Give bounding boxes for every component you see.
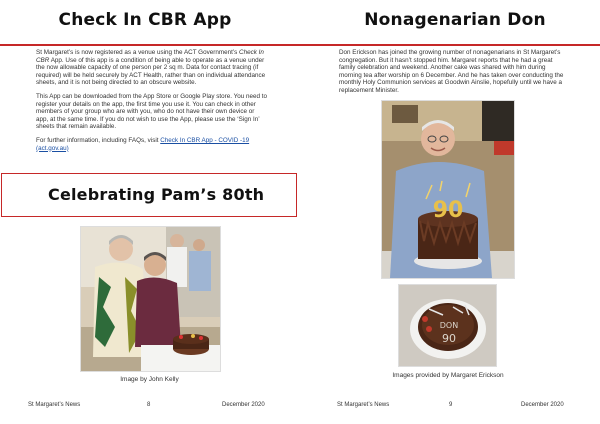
cake-text-age: 90 bbox=[442, 332, 456, 345]
right-footer-date: December 2020 bbox=[521, 402, 564, 408]
right-footer-publication: St Margaret’s News bbox=[337, 402, 390, 408]
left-footer-date: December 2020 bbox=[222, 402, 265, 408]
right-article-text bbox=[339, 49, 569, 101]
left-article-text bbox=[36, 49, 268, 158]
right-paragraph: Don Erickson has joined the growing number of nonagenarians in St Margaret’s congregation. But it hasn’t stopped him. Margaret reports that he had a great family celebration and weekend. Another cake was shared with him during morning tea after worship on 6 December. And he has taken over conducting the monthly Holy Communion services at Goodwin Ainslie, hopefully until we have a replacement Minister. bbox=[339, 49, 564, 94]
app-name: Check In CBR bbox=[36, 49, 264, 64]
don-cake-photo bbox=[398, 284, 497, 367]
right-footer-page-number: 9 bbox=[449, 402, 453, 408]
left-paragraph-3: For further information, including FAQs, visit Check In CBR App - COVID -19 (act.gov.au) bbox=[36, 136, 250, 152]
left-footer-page-number: 8 bbox=[147, 402, 151, 408]
right-title-rule bbox=[300, 44, 600, 46]
celebrating-pam-box bbox=[1, 173, 297, 217]
left-page-title: Check In CBR App bbox=[58, 10, 232, 30]
left-paragraph-1: St Margaret’s is now registered as a venue using the ACT Government’s Check In CBR App. Use of this app is a condition of being able to operate as a venue under the now allowable capacity of one person per 2 sq m. Data for contact tracing (if required) will be held securely by ACT Health, rather than on individual attendance sheets, and it is not being directed to an obscure website. bbox=[36, 49, 266, 87]
right-page-title: Nonagenarian Don bbox=[364, 10, 546, 30]
check-in-cbr-link[interactable]: Check In CBR App - COVID -19 (act.gov.au) bbox=[36, 136, 250, 152]
left-paragraph-2: This App can be downloaded from the App Store or Google Play store. You need to register your details on the app, the first time you use it. You can check in other members of your group who are with you, who do not have their own device or app, at the same time. If you do not wish to use the App, please use the ‘Sign In’ sheets that remain available. bbox=[36, 92, 268, 131]
left-footer-publication: St Margaret’s News bbox=[28, 402, 81, 408]
pam-birthday-photo bbox=[80, 226, 221, 372]
don-photo-caption: Images provided by Margaret Erickson bbox=[392, 372, 504, 379]
left-title-rule bbox=[0, 44, 300, 46]
pam-photo-caption: Image by John Kelly bbox=[120, 376, 179, 383]
cake-text-name: DON bbox=[439, 321, 459, 330]
celebrating-pam-title: Celebrating Pam’s 80th bbox=[48, 185, 265, 204]
don-birthday-photo bbox=[381, 100, 515, 279]
don-candle-numbers: 90 bbox=[432, 198, 464, 223]
